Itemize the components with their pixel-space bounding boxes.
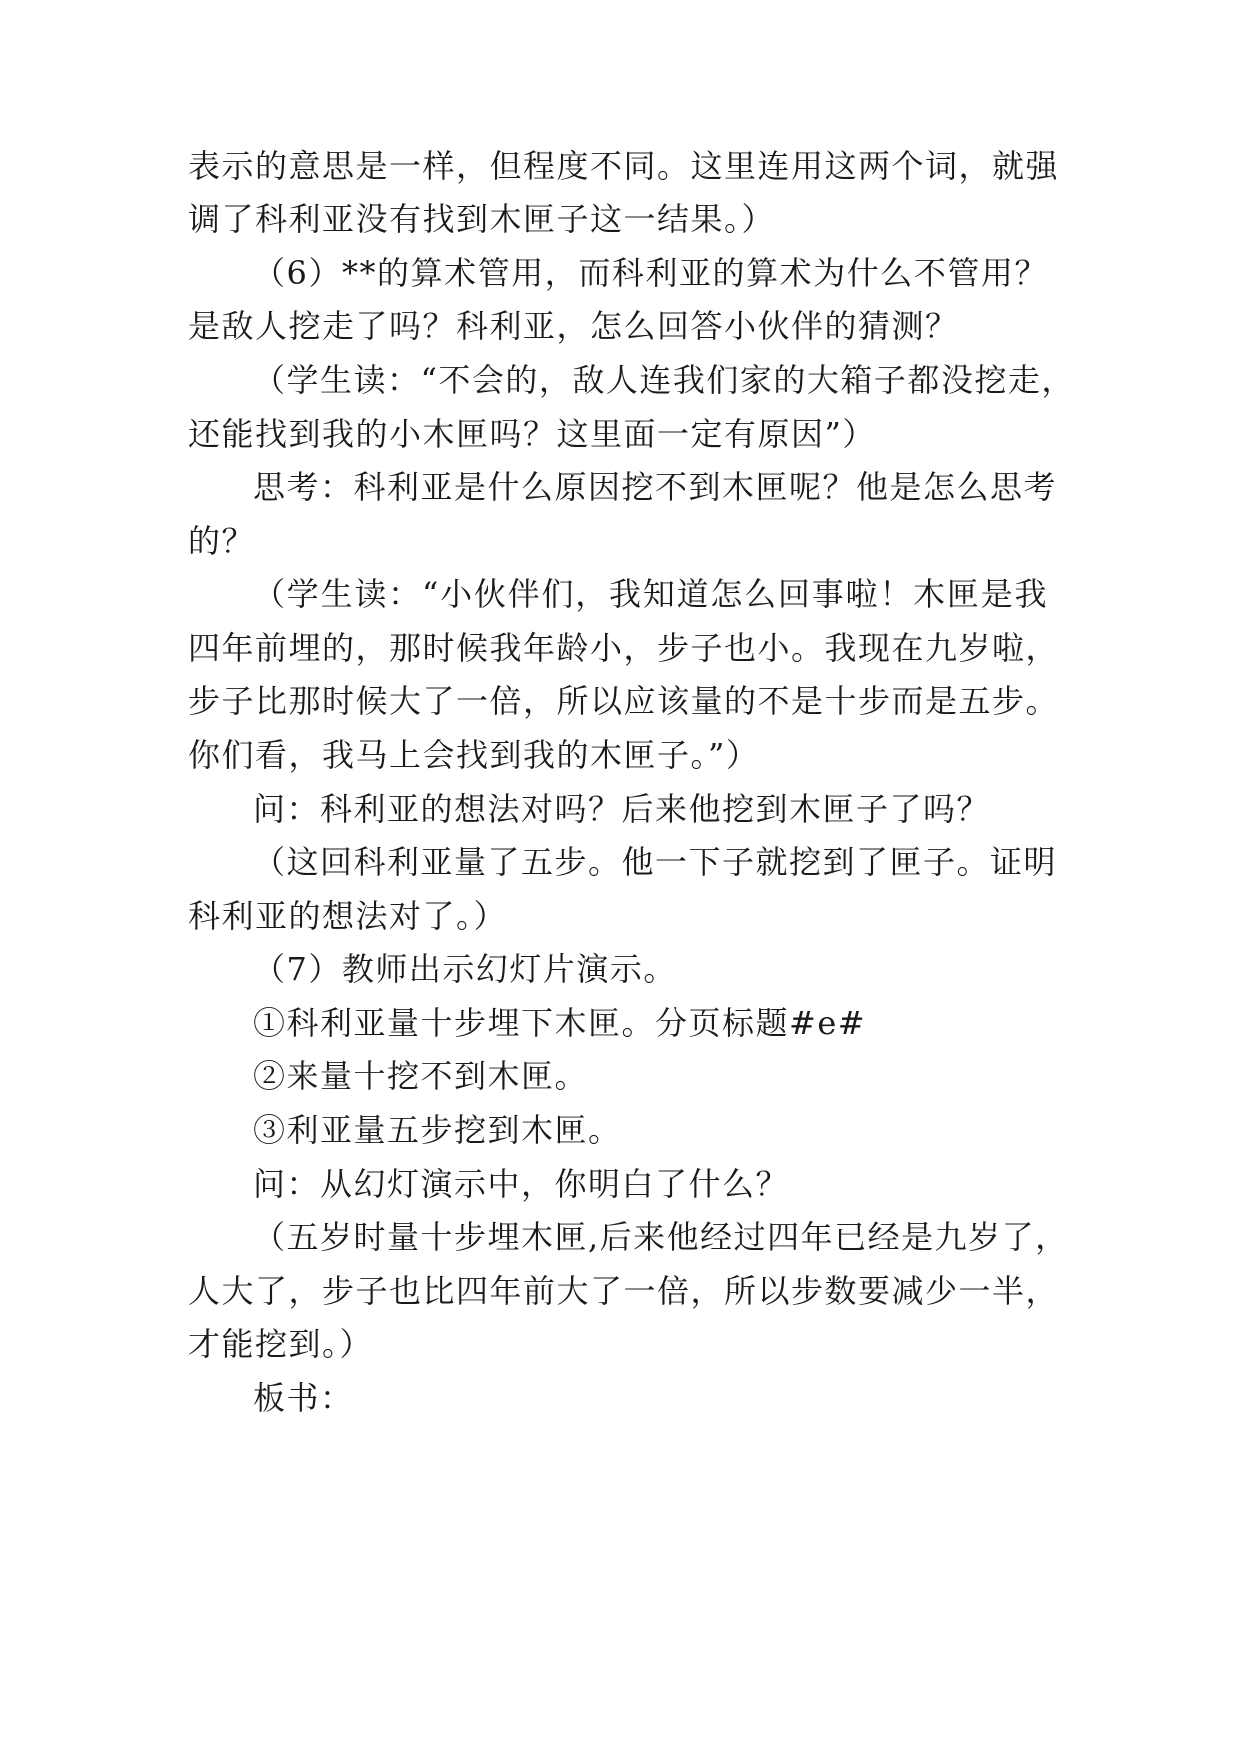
answer-line: （这回科利亚量了五步。他一下子就挖到了匣子。证明 <box>253 843 1058 881</box>
student-reading-line: 你们看，我马上会找到我的木匣子。”） <box>188 736 760 774</box>
student-reading-line: （学生读：“小伙伴们，我知道怎么回事啦！木匣是我 <box>253 575 1048 613</box>
answer-line: 人大了，步子也比四年前大了一倍，所以步数要减少一半， <box>188 1272 1060 1310</box>
question-line: 问：科利亚的想法对吗？后来他挖到木匣子了吗？ <box>253 790 991 828</box>
question-line: 问：从幻灯演示中，你明白了什么？ <box>253 1165 790 1203</box>
list-item: ③利亚量五步挖到木匣。 <box>253 1111 622 1149</box>
student-reading-line: 四年前埋的，那时候我年龄小，步子也小。我现在九岁啦， <box>188 629 1060 667</box>
student-reading-line: （学生读：“不会的，敌人连我们家的大箱子都没挖走， <box>253 361 1075 399</box>
list-item: ②来量十挖不到木匣。 <box>253 1057 589 1095</box>
paragraph-line: 的？ <box>188 522 256 560</box>
student-reading-line: 步子比那时候大了一倍，所以应该量的不是十步而是五步。 <box>188 682 1060 720</box>
paragraph-line: 是敌人挖走了吗？科利亚，怎么回答小伙伴的猜测？ <box>188 307 959 345</box>
question-heading: （7）教师出示幻灯片演示。 <box>253 950 677 988</box>
answer-line: 才能挖到。） <box>188 1325 374 1363</box>
list-item: ①科利亚量十步埋下木匣。分页标题#e# <box>253 1004 867 1042</box>
question-heading: （6）**的算术管用，而科利亚的算术为什么不管用？ <box>253 254 1048 292</box>
student-reading-line: 还能找到我的小木匣吗？这里面一定有原因”） <box>188 415 876 453</box>
paragraph-line: 表示的意思是一样，但程度不同。这里连用这两个词，就强 <box>188 147 1060 185</box>
answer-line: （五岁时量十步埋木匣,后来他经过四年已经是九岁了， <box>253 1218 1069 1256</box>
thinking-prompt: 思考：科利亚是什么原因挖不到木匣呢？他是怎么思考 <box>253 468 1058 506</box>
board-writing-label: 板书： <box>253 1379 354 1417</box>
paragraph-line: 调了科利亚没有找到木匣子这一结果。） <box>188 200 776 238</box>
answer-line: 科利亚的想法对了。） <box>188 897 508 935</box>
